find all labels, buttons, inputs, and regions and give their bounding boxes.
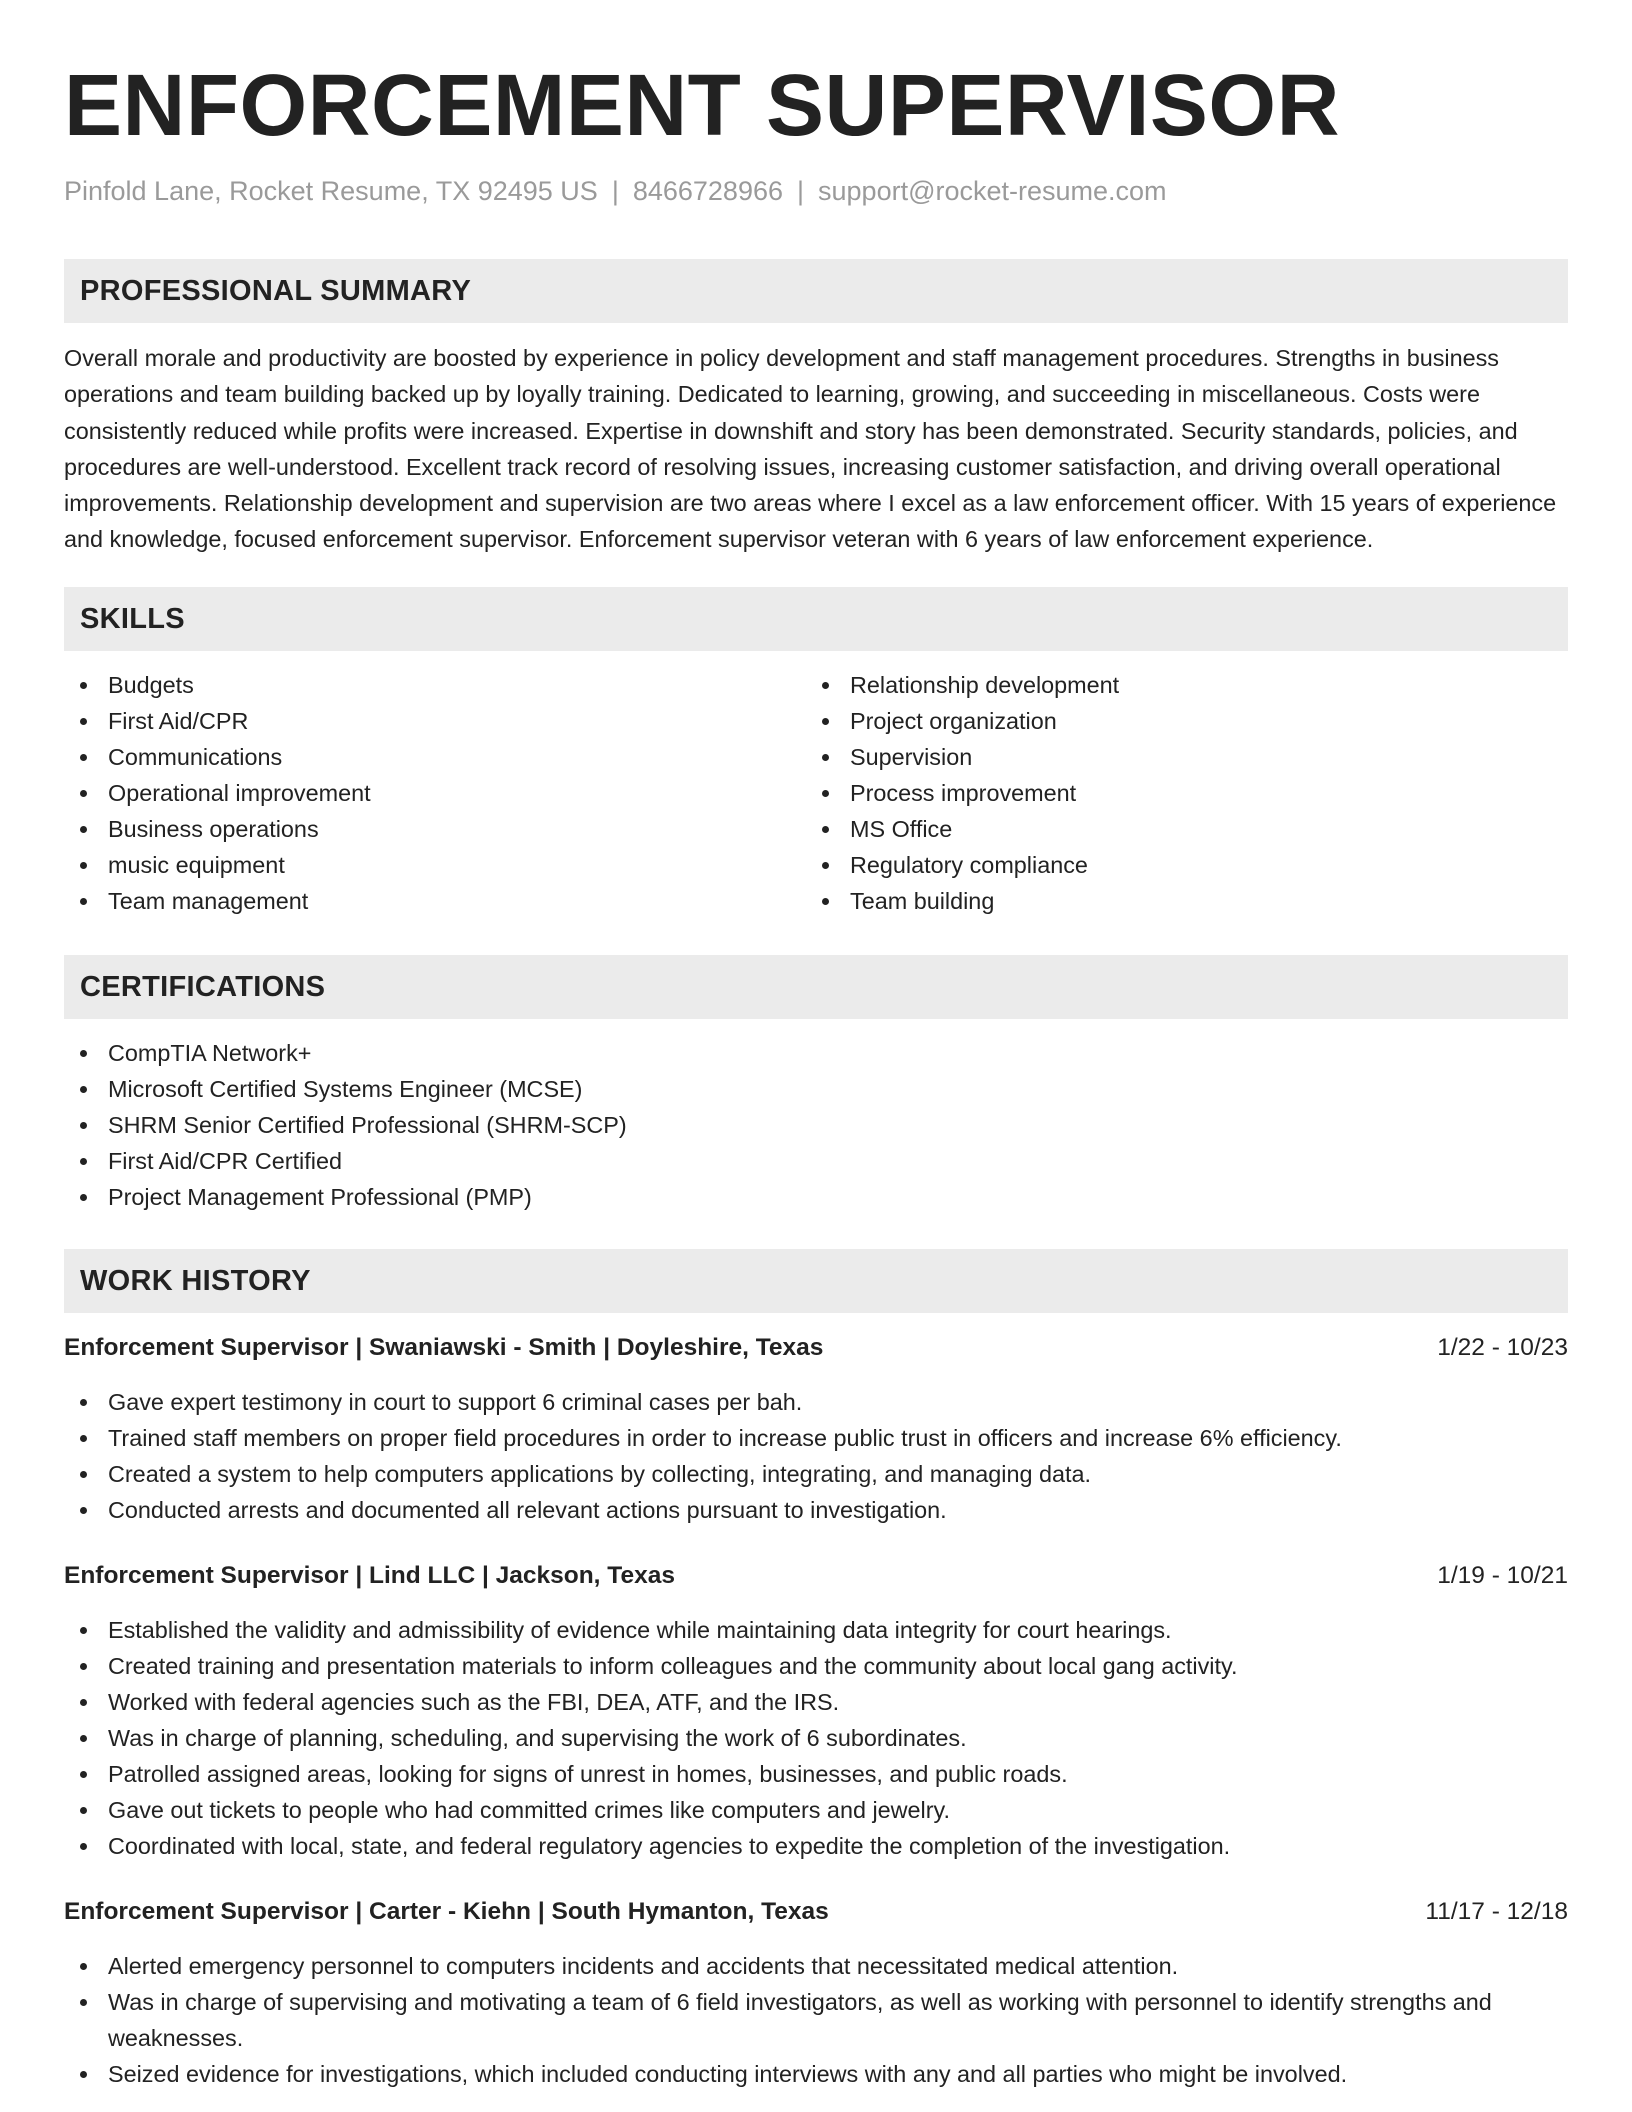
contact-separator: | <box>611 176 619 206</box>
job-header <box>64 1332 1568 1364</box>
resume-page <box>64 0 1568 2092</box>
skill-item: Relationship development <box>806 667 1548 703</box>
skill-item: Communications <box>64 739 806 775</box>
contact-line <box>64 174 1568 208</box>
job-bullets <box>64 1384 1568 1528</box>
contact-address: Pinfold Lane, Rocket Resume, TX 92495 US <box>64 176 598 206</box>
job-dates: 11/17 - 12/18 <box>1425 1897 1568 1925</box>
job-bullet: Trained staff members on proper field procedures in order to increase public trust in officers and increase 6% efficiency. <box>64 1420 1568 1456</box>
skill-item: First Aid/CPR <box>64 703 806 739</box>
job-title: Enforcement Supervisor | Swaniawski - Smith | Doyleshire, Texas <box>64 1333 824 1361</box>
certification-item: Microsoft Certified Systems Engineer (MCSE) <box>64 1071 1568 1107</box>
job-bullet: Patrolled assigned areas, looking for signs of unrest in homes, businesses, and public roads. <box>64 1756 1568 1792</box>
job-bullet: Conducted arrests and documented all relevant actions pursuant to investigation. <box>64 1492 1568 1528</box>
section-header-summary: PROFESSIONAL SUMMARY <box>64 259 1568 323</box>
job-bullet: Coordinated with local, state, and federal regulatory agencies to expedite the completion of the investigation. <box>64 1828 1568 1864</box>
candidate-name: ENFORCEMENT SUPERVISOR <box>64 57 1340 154</box>
job-bullet: Worked with federal agencies such as the FBI, DEA, ATF, and the IRS. <box>64 1684 1568 1720</box>
job-entry <box>64 1332 1568 1528</box>
job-dates: 1/22 - 10/23 <box>1437 1333 1568 1361</box>
job-title: Enforcement Supervisor | Carter - Kiehn | South Hymanton, Texas <box>64 1897 829 1925</box>
skill-item: MS Office <box>806 811 1548 847</box>
certification-item: CompTIA Network+ <box>64 1035 1568 1071</box>
job-bullet: Was in charge of planning, scheduling, and supervising the work of 6 subordinates. <box>64 1720 1568 1756</box>
skill-item: Process improvement <box>806 775 1548 811</box>
section-header-work-history: WORK HISTORY <box>64 1249 1568 1313</box>
contact-separator: | <box>797 176 805 206</box>
job-entry <box>64 1896 1568 2092</box>
contact-phone: 8466728966 <box>632 176 783 206</box>
job-bullet: Alerted emergency personnel to computers incidents and accidents that necessitated medical attention. <box>64 1948 1568 1984</box>
job-entry <box>64 1560 1568 1864</box>
certification-item: SHRM Senior Certified Professional (SHRM-SCP) <box>64 1107 1568 1143</box>
skill-item: music equipment <box>64 847 806 883</box>
skills-left-list <box>64 667 806 919</box>
skill-item: Regulatory compliance <box>806 847 1548 883</box>
job-bullet: Was in charge of supervising and motivating a team of 6 field investigators, as well as working with personnel to identify strengths and weaknesses. <box>64 1984 1568 2056</box>
job-dates: 1/19 - 10/21 <box>1437 1561 1568 1589</box>
job-bullet: Seized evidence for investigations, which included conducting interviews with any and all parties who might be involved. <box>64 2056 1568 2092</box>
job-header <box>64 1560 1568 1592</box>
job-title: Enforcement Supervisor | Lind LLC | Jackson, Texas <box>64 1561 675 1589</box>
skill-item: Team management <box>64 883 806 919</box>
job-bullet: Gave out tickets to people who had committed crimes like computers and jewelry. <box>64 1792 1568 1828</box>
contact-email: support@rocket-resume.com <box>818 176 1167 206</box>
skill-item: Project organization <box>806 703 1548 739</box>
certification-item: First Aid/CPR Certified <box>64 1143 1568 1179</box>
section-header-skills: SKILLS <box>64 587 1568 651</box>
summary-text: Overall morale and productivity are boosted by experience in policy development and staff management procedures. Strengths in business operations and team building backed up by loyally training. Dedicated to learning, growing, and succeeding in miscellaneous. Costs were consistently reduced while profits were increased. Expertise in downshift and story has been demonstrated. Security standards, policies, and procedures are well-understood. Excellent track record of resolving issues, increasing customer satisfaction, and driving overall operational improvements. Relationship development and supervision are two areas where I excel as a law enforcement officer. With 15 years of experience and knowledge, focused enforcement supervisor. Enforcement supervisor veteran with 6 years of law enforcement experience. <box>64 345 1557 553</box>
certifications-list <box>64 1035 1568 1215</box>
skill-item: Team building <box>806 883 1548 919</box>
job-header <box>64 1896 1568 1928</box>
job-bullet: Gave expert testimony in court to support 6 criminal cases per bah. <box>64 1384 1568 1420</box>
skill-item: Supervision <box>806 739 1548 775</box>
certification-item: Project Management Professional (PMP) <box>64 1179 1568 1215</box>
job-bullet: Created a system to help computers applications by collecting, integrating, and managing data. <box>64 1456 1568 1492</box>
skills-right-list <box>806 667 1548 919</box>
job-bullets <box>64 1948 1568 2092</box>
section-header-certifications: CERTIFICATIONS <box>64 955 1568 1019</box>
job-bullet: Established the validity and admissibility of evidence while maintaining data integrity for court hearings. <box>64 1612 1568 1648</box>
skill-item: Operational improvement <box>64 775 806 811</box>
skills-columns <box>64 667 1568 919</box>
job-bullet: Created training and presentation materials to inform colleagues and the community about local gang activity. <box>64 1648 1568 1684</box>
skill-item: Budgets <box>64 667 806 703</box>
skill-item: Business operations <box>64 811 806 847</box>
job-bullets <box>64 1612 1568 1864</box>
